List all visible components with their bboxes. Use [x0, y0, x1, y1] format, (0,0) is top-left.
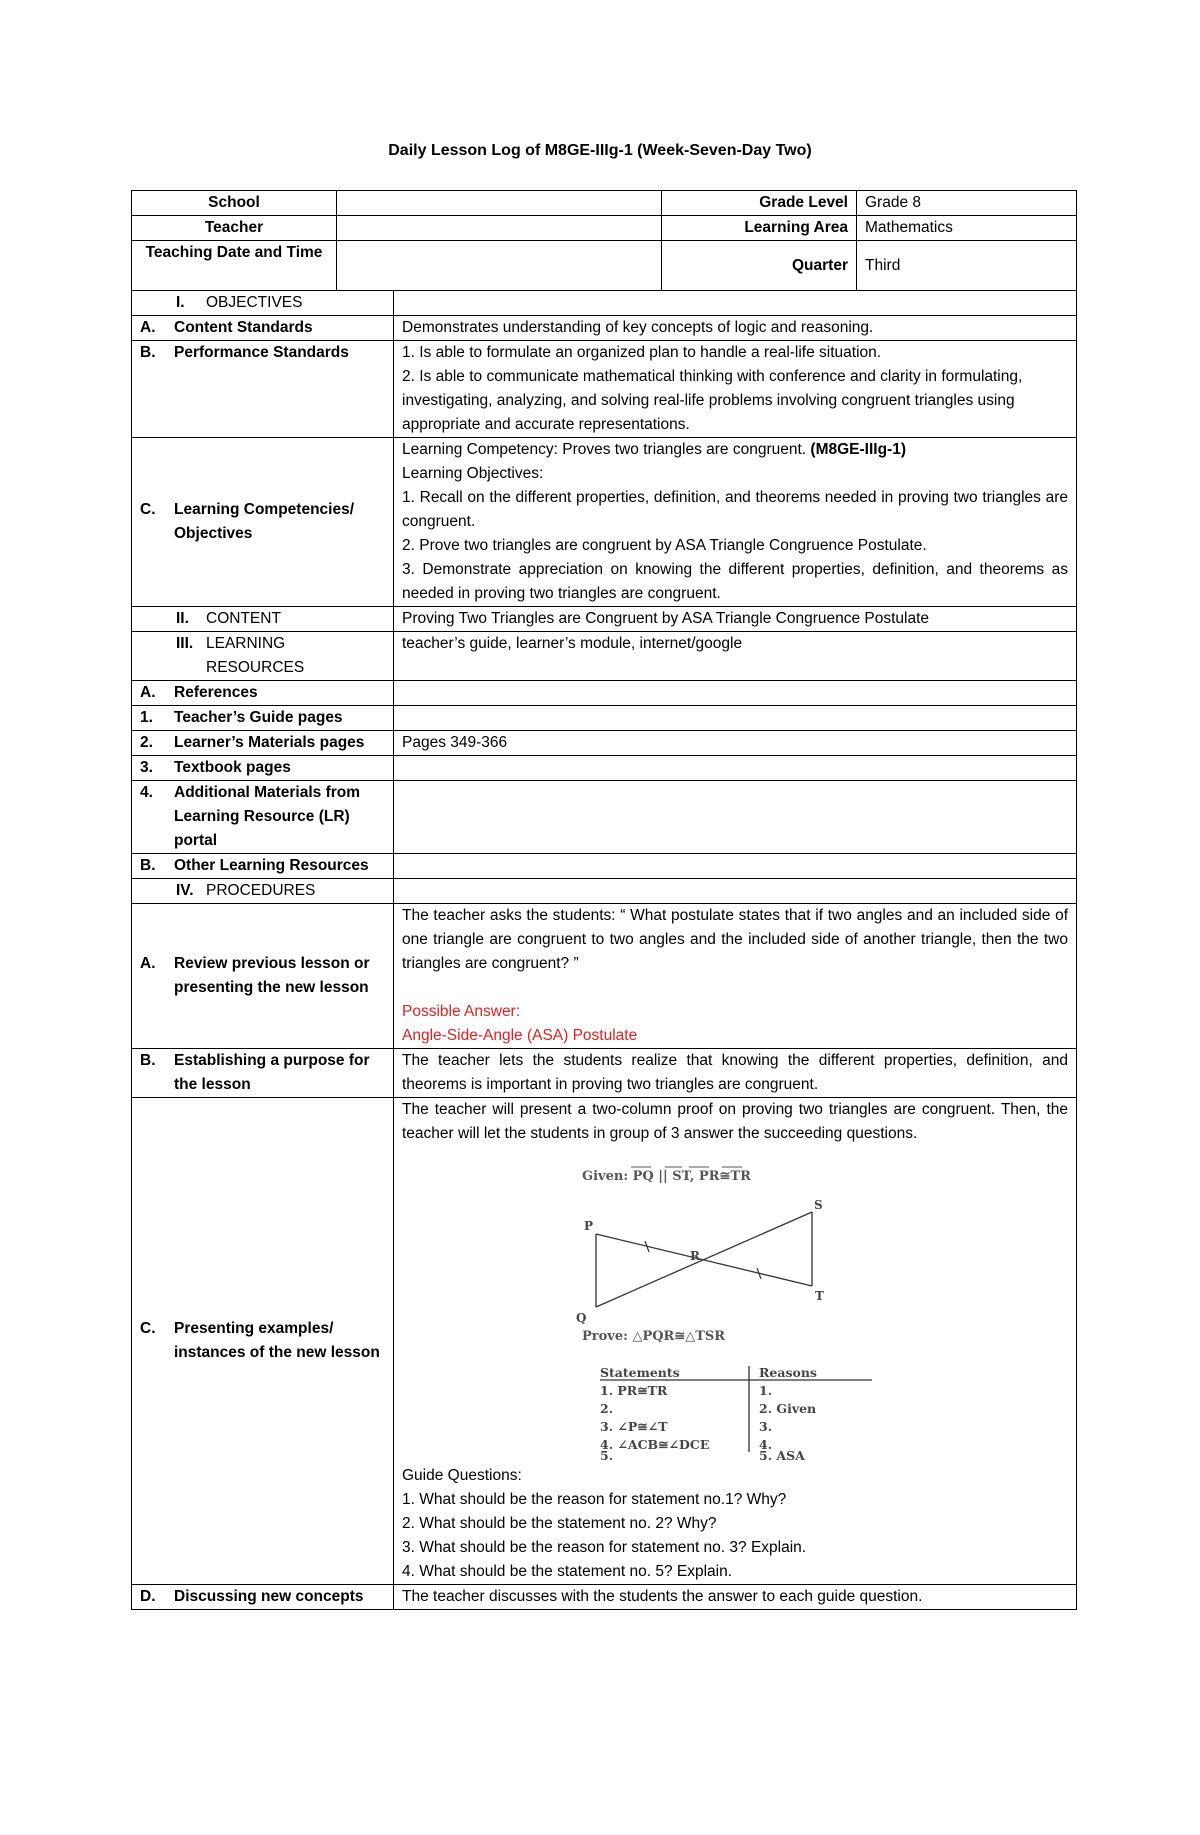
learning-resources-row	[132, 632, 1077, 681]
additional-materials-value	[394, 781, 1077, 854]
learning-resources-num: III.	[176, 635, 194, 652]
content-standards-label: Content Standards	[174, 319, 313, 336]
possible-answer-label: Possible Answer:	[402, 1003, 521, 1020]
teaching-date-value[interactable]	[337, 241, 662, 291]
teachers-guide-value	[394, 706, 1077, 731]
header-table	[131, 190, 1077, 291]
learning-area-value[interactable]: Mathematics	[857, 216, 1077, 241]
references-num: A.	[140, 684, 156, 701]
reason-4: 4.	[759, 1437, 773, 1452]
label-p: P	[584, 1219, 594, 1233]
teaching-date-label: Teaching Date and Time	[132, 241, 337, 291]
learning-resources-title: LEARNING RESOURCES	[206, 635, 305, 676]
statement-1: 1. PR≅TR	[600, 1383, 668, 1398]
additional-materials-label: Additional Materials from Learning Resource (LR) portal	[174, 784, 361, 849]
content-standards-num: A.	[140, 319, 156, 336]
performance-standards-row	[132, 341, 1077, 438]
reason-2: 2. Given	[759, 1401, 817, 1416]
textbook-pages-label: Textbook pages	[174, 759, 291, 776]
lesson-log-table	[131, 290, 1077, 1610]
possible-answer: Angle-Side-Angle (ASA) Postulate	[402, 1027, 638, 1044]
learning-objective-3: 3. Demonstrate appreciation on knowing the different properties, definition, and theorems as needed in proving two triangles are congruent.	[402, 561, 1068, 602]
label-r: R	[690, 1249, 700, 1263]
guide-question-1: 1. What should be the reason for statement no.1? Why?	[402, 1491, 787, 1508]
procedure-b-row	[132, 1049, 1077, 1098]
statement-4: 4. ∠ACB≅∠DCE	[600, 1437, 710, 1452]
teachers-guide-num: 1.	[140, 709, 153, 726]
performance-standards-num: B.	[140, 344, 156, 361]
performance-standards-label: Performance Standards	[174, 344, 349, 361]
guide-question-2: 2. What should be the statement no. 2? Why?	[402, 1515, 717, 1532]
learning-objectives-heading: Learning Objectives:	[402, 465, 544, 482]
competency-code: (M8GE-IIIg-1)	[810, 441, 906, 458]
objectives-header-row	[132, 291, 1077, 316]
guide-question-3: 3. What should be the reason for statement no. 3? Explain.	[402, 1539, 807, 1556]
reason-5: 5. ASA	[759, 1448, 805, 1463]
references-label: References	[174, 684, 258, 701]
learning-resources-text: teacher’s guide, learner’s module, internet/google	[394, 632, 1077, 681]
learning-objective-1: 1. Recall on the different properties, definition, and theorems needed in proving two triangles are congruent.	[402, 489, 1068, 530]
teacher-value[interactable]	[337, 216, 662, 241]
procedure-d-row	[132, 1585, 1077, 1610]
quarter-label: Quarter	[662, 241, 857, 291]
reason-3: 3.	[759, 1419, 773, 1434]
procedure-c-text: The teacher will present a two-column proof on proving two triangles are congruent. Then, the teacher will let the students in group of 3 answer the succeeding questions.	[402, 1101, 1068, 1142]
prove-text: Prove: △PQR≅△TSR	[582, 1329, 726, 1344]
guide-question-4: 4. What should be the statement no. 5? Explain.	[402, 1563, 733, 1580]
procedure-b-num: B.	[140, 1052, 156, 1069]
content-title: CONTENT	[206, 610, 281, 627]
teacher-label: Teacher	[132, 216, 337, 241]
learners-materials-row	[132, 731, 1077, 756]
additional-materials-num: 4.	[140, 784, 153, 801]
performance-standard-2: 2. Is able to communicate mathematical thinking with conference and clarity in formulating, investigating, analyzing, and solving real-life problems involving congruent triangles using appropriate and accurate representations.	[402, 368, 1023, 433]
procedure-b-label: Establishing a purpose for the lesson	[174, 1052, 370, 1093]
procedure-a-num: A.	[140, 955, 156, 972]
statements-header: Statements	[600, 1365, 680, 1380]
procedure-a-label: Review previous lesson or presenting the new lesson	[174, 955, 370, 996]
given-text: Given: PQ || ST, PR≅TR	[582, 1169, 751, 1184]
label-q: Q	[576, 1311, 587, 1325]
grade-level-value[interactable]: Grade 8	[857, 191, 1077, 216]
school-label: School	[132, 191, 337, 216]
content-row	[132, 607, 1077, 632]
other-resources-label: Other Learning Resources	[174, 857, 369, 874]
statement-5: 5.	[600, 1448, 614, 1463]
procedure-d-num: D.	[140, 1588, 156, 1605]
other-resources-num: B.	[140, 857, 156, 874]
statement-3: 3. ∠P≅∠T	[600, 1419, 668, 1434]
guide-questions-heading: Guide Questions:	[402, 1467, 522, 1484]
content-num: II.	[176, 610, 189, 627]
textbook-pages-value	[394, 756, 1077, 781]
objectives-title: OBJECTIVES	[206, 294, 303, 311]
content-text: Proving Two Triangles are Congruent by ASA Triangle Congruence Postulate	[394, 607, 1077, 632]
reasons-header: Reasons	[759, 1365, 817, 1380]
content-standards-text: Demonstrates understanding of key concepts of logic and reasoning.	[394, 316, 1077, 341]
quarter-value[interactable]: Third	[857, 241, 1077, 291]
procedure-c-num: C.	[140, 1320, 156, 1337]
objectives-num: I.	[176, 294, 185, 311]
learning-competencies-row	[132, 438, 1077, 607]
proof-figure	[572, 1152, 902, 1452]
reason-1: 1.	[759, 1383, 773, 1398]
other-resources-value	[394, 854, 1077, 879]
additional-materials-row	[132, 781, 1077, 854]
learners-materials-num: 2.	[140, 734, 153, 751]
procedure-a-text: The teacher asks the students: “ What postulate states that if two angles and an included side of one triangle are congruent to two angles and the included side of another triangle, then the two triangles are congruent? ”	[402, 907, 1068, 972]
textbook-pages-num: 3.	[140, 759, 153, 776]
learning-competencies-num: C.	[140, 501, 156, 518]
content-standards-row	[132, 316, 1077, 341]
performance-standard-1: 1. Is able to formulate an organized plan to handle a real-life situation.	[402, 344, 882, 361]
label-t: T	[815, 1289, 824, 1303]
procedure-c-row	[132, 1098, 1077, 1585]
document-title: Daily Lesson Log of M8GE-IIIg-1 (Week-Seven-Day Two)	[388, 142, 812, 159]
textbook-pages-row	[132, 756, 1077, 781]
segment-qs	[596, 1212, 812, 1307]
teachers-guide-row	[132, 706, 1077, 731]
procedure-a-row	[132, 904, 1077, 1049]
references-row	[132, 681, 1077, 706]
school-value[interactable]	[337, 191, 662, 216]
procedure-c-label: Presenting examples/ instances of the new lesson	[174, 1320, 380, 1361]
procedure-d-label: Discussing new concepts	[174, 1588, 364, 1605]
learners-materials-value: Pages 349-366	[394, 731, 1077, 756]
statement-2: 2.	[600, 1401, 614, 1416]
procedure-b-text: The teacher lets the students realize that knowing the different properties, definition, and theorems is important in proving two triangles are congruent.	[394, 1049, 1077, 1098]
grade-level-label: Grade Level	[662, 191, 857, 216]
learning-area-label: Learning Area	[662, 216, 857, 241]
learning-competencies-label: Learning Competencies/ Objectives	[174, 501, 355, 542]
label-s: S	[814, 1198, 823, 1212]
procedure-d-text: The teacher discusses with the students the answer to each guide question.	[394, 1585, 1077, 1610]
procedures-row	[132, 879, 1077, 904]
teachers-guide-label: Teacher’s Guide pages	[174, 709, 343, 726]
learning-objective-2: 2. Prove two triangles are congruent by ASA Triangle Congruence Postulate.	[402, 537, 927, 554]
procedures-num: IV.	[176, 882, 194, 899]
learning-competency-text: Learning Competency: Proves two triangles are congruent.	[402, 441, 807, 458]
learners-materials-label: Learner’s Materials pages	[174, 734, 365, 751]
other-resources-row	[132, 854, 1077, 879]
procedures-title: PROCEDURES	[206, 882, 316, 899]
